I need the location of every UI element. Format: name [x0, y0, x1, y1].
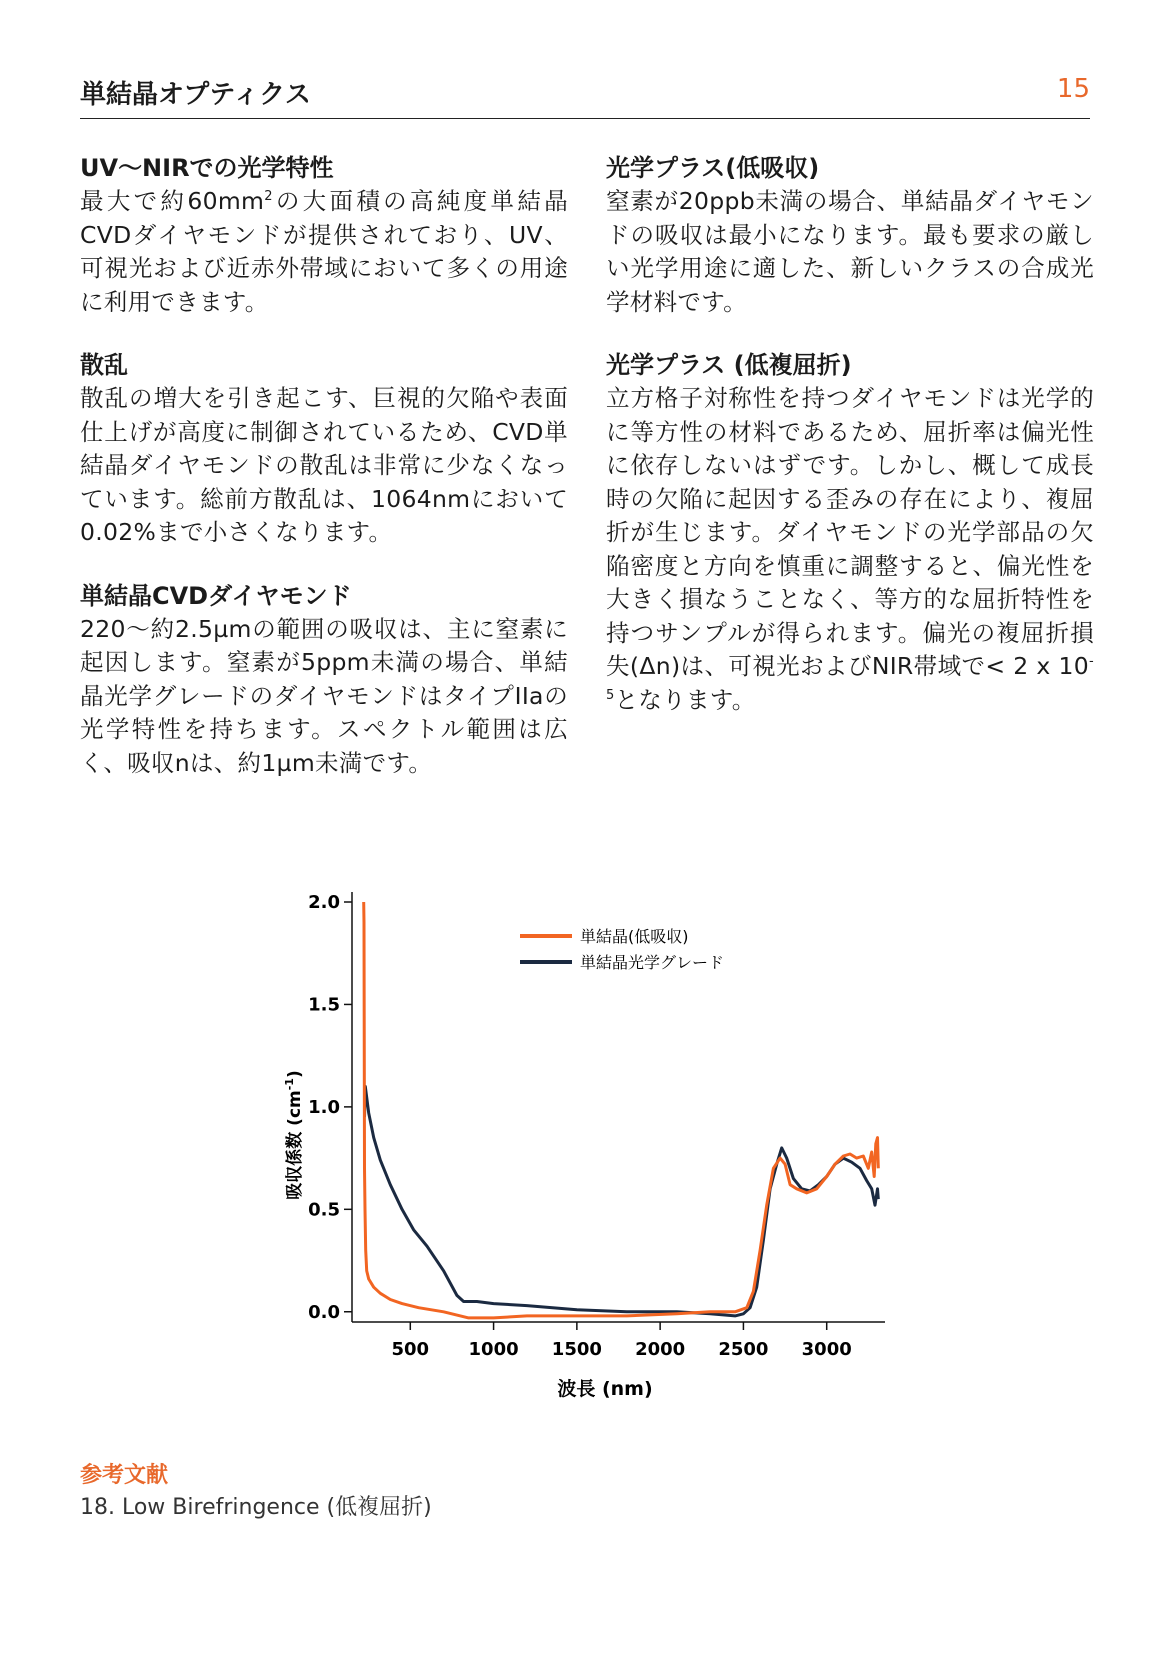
x-tick-label: 500	[391, 1339, 430, 1360]
section-title: UV〜NIRでの光学特性	[80, 154, 334, 182]
x-tick-label: 3000	[801, 1339, 852, 1360]
page-number: 15	[1056, 74, 1090, 104]
section-single-crystal	[80, 580, 568, 781]
x-tick-label: 1500	[551, 1339, 602, 1360]
section-body: 立方格子対称性を持つダイヤモンドは光学的に等方性の材料であるため、屈折率は偏光性に依存しないはずです。しかし、概して成長時の欠陥に起因する歪みの存在により、複屈折が生じます。ダイヤモンドの光学部品の欠陥密度と方向を慎重に調整すると、偏光性を大きく損なうことなく、等方的な屈折特性を持つサンプルが得られます。偏光の複屈折損失(Δn)は、可視光およびNIR帯域で< 2 x $10^{-5}$となります。	[606, 384, 1094, 714]
x-tick-label: 2500	[718, 1339, 769, 1360]
x-axis-label: 波長 (nm)	[557, 1378, 653, 1400]
y-tick-label: 0.0	[308, 1301, 340, 1323]
y-tick-label: 0.5	[308, 1199, 340, 1221]
page-header	[80, 68, 1090, 119]
chart-legend	[520, 927, 724, 972]
section-body: 散乱の増大を引き起こす、巨視的欠陥や表面仕上げが高度に制御されているため、CVD単結晶ダイヤモンドの散乱は非常に少なくなっています。総前方散乱は、1064nmにおいて0.02%まで小さくなります。	[80, 384, 568, 546]
section-low-absorption	[606, 152, 1094, 319]
y-tick-label: 1.5	[308, 994, 340, 1016]
absorption-chart	[270, 880, 900, 1410]
section-title: 光学プラス (低複屈折)	[606, 351, 852, 379]
section-body: 最大で約$60mm^2$の大面積の高純度単結晶CVDダイヤモンドが提供されており、UV、可視光および近赤外帯域において多くの用途に利用できます。	[80, 187, 568, 316]
y-axis-label: 吸収係数 $(cm^{-1})$	[283, 1070, 305, 1200]
section-uv-nir	[80, 152, 568, 319]
legend-label: 単結晶光学グレード	[580, 953, 725, 972]
y-tick-label: 2.0	[308, 892, 340, 913]
x-tick-label: 1000	[468, 1339, 519, 1360]
section-body: 220〜約2.5µmの範囲の吸収は、主に窒素に起因します。窒素が5ppm未満の場合、単結晶光学グレードのダイヤモンドはタイプIIaの光学特性を持ちます。スペクトル範囲は広く、吸収nは、約1µm未満です。	[80, 614, 568, 777]
references-title: 参考文献	[80, 1463, 169, 1488]
section-title: 単結晶CVDダイヤモンド	[80, 581, 352, 610]
section-low-birefringence	[606, 349, 1094, 717]
page-title: 単結晶オプティクス	[80, 80, 311, 110]
left-column	[80, 152, 568, 810]
section-title: 散乱	[80, 351, 128, 379]
right-column	[606, 152, 1094, 747]
legend-label: 単結晶(低吸収)	[580, 927, 689, 946]
section-body: 窒素が20ppb未満の場合、単結晶ダイヤモンドの吸収は最小になります。最も要求の厳しい光学用途に適した、新しいクラスの合成光学材料です。	[606, 187, 1094, 316]
reference-item: 18. Low Birefringence (低複屈折)	[80, 1495, 432, 1520]
section-scatter	[80, 349, 568, 550]
x-tick-label: 2000	[635, 1339, 686, 1360]
references	[80, 1460, 432, 1524]
series-line-2	[365, 1086, 879, 1316]
y-tick-label: 1.0	[308, 1096, 340, 1118]
section-title: 光学プラス(低吸収)	[606, 154, 820, 182]
